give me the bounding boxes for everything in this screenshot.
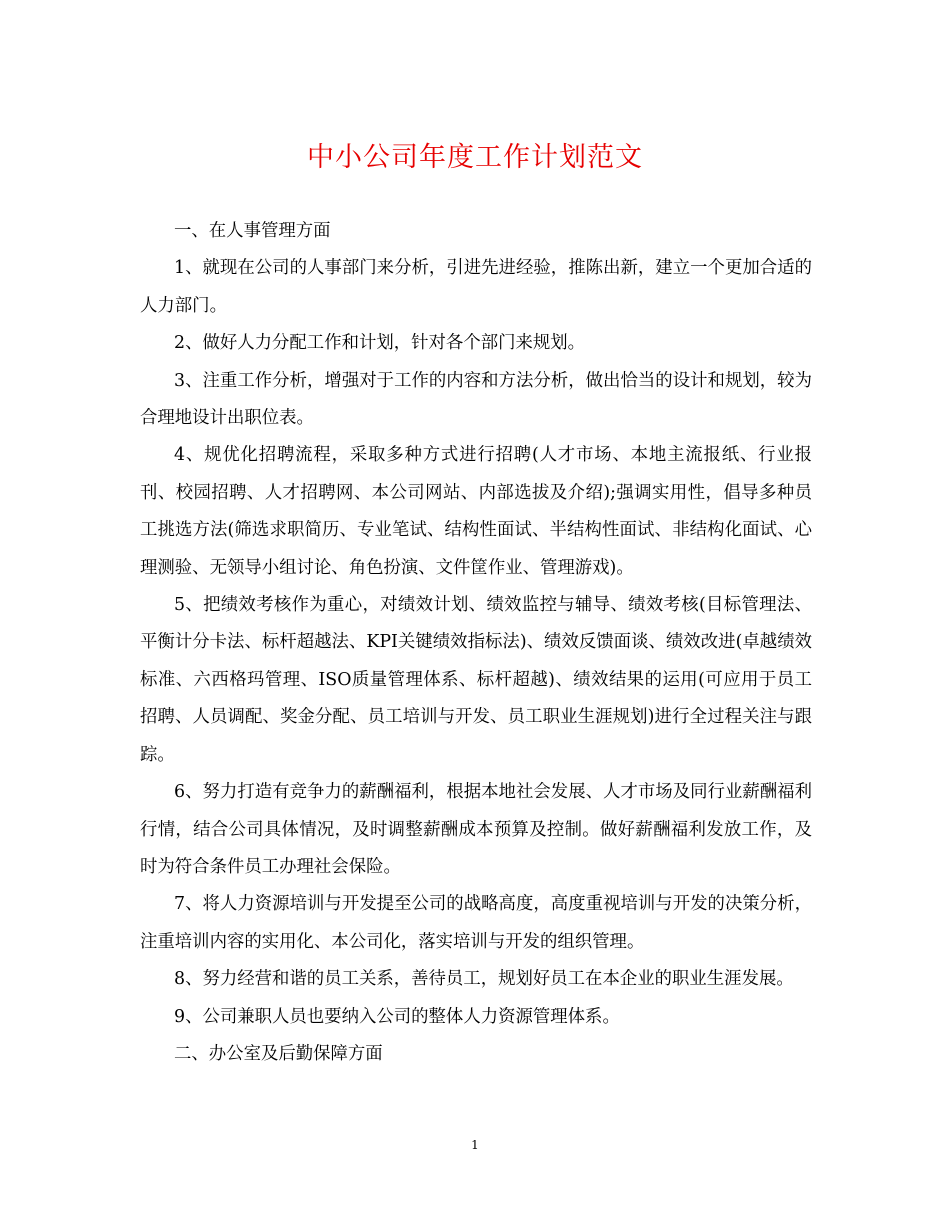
section-heading-personnel: 一、在人事管理方面 [174,221,331,241]
paragraph-item-5: 5、把绩效考核作为重心，对绩效计划、绩效监控与辅导、绩效考核(目标管理法、平衡计分卡法、标杆超越法、KPI关键绩效指标法)、绩效反馈面谈、绩效改进(卓越绩效标准、六西格玛管理、ISO质量管理体系、标杆超越)、绩效结果的运用(可应用于员工招聘、人员调配、奖金分配、员工培训与开发、员工职业生涯规划)进行全过程关注与跟踪。 [140,595,812,765]
page-number: 1 [471,1138,479,1152]
paragraph-item-1: 1、就现在公司的人事部门来分析，引进先进经验，推陈出新，建立一个更加合适的人力部门。 [140,258,812,316]
paragraph-item-9: 9、公司兼职人员也要纳入公司的整体人力资源管理体系。 [174,1006,620,1027]
paragraph-item-8: 8、努力经营和谐的员工关系，善待员工，规划好员工在本企业的职业生涯发展。 [174,969,794,990]
paragraph-item-3: 3、注重工作分析，增强对于工作的内容和方法分析，做出恰当的设计和规划，较为合理地设计出职位表。 [140,370,812,429]
paragraph-item-2: 2、做好人力分配工作和计划，针对各个部门来规划。 [174,333,586,354]
paragraph-item-6: 6、努力打造有竞争力的薪酬福利，根据本地社会发展、人才市场及同行业薪酬福利行情，结合公司具体情况，及时调整薪酬成本预算及控制。做好薪酬福利发放工作，及时为符合条件员工办理社会保险。 [140,782,812,877]
section-heading-office-logistics: 二、办公室及后勤保障方面 [174,1043,383,1064]
document-body [140,213,812,1073]
paragraph-item-4: 4、规优化招聘流程，采取多种方式进行招聘(人才市场、本地主流报纸、行业报刊、校园招聘、人才招聘网、本公司网站、内部选拔及介绍);强调实用性，倡导多种员工挑选方法(筛选求职简历、专业笔试、结构性面试、半结构性面试、非结构化面试、心理测验、无领导小组讨论、角色扮演、文件筐作业、管理游戏)。 [140,445,812,578]
document-title: 中小公司年度工作计划范文 [307,142,643,173]
paragraph-item-7: 7、将人力资源培训与开发提至公司的战略高度，高度重视培训与开发的决策分析，注重培训内容的实用化、本公司化，落实培训与开发的组织管理。 [140,894,812,952]
